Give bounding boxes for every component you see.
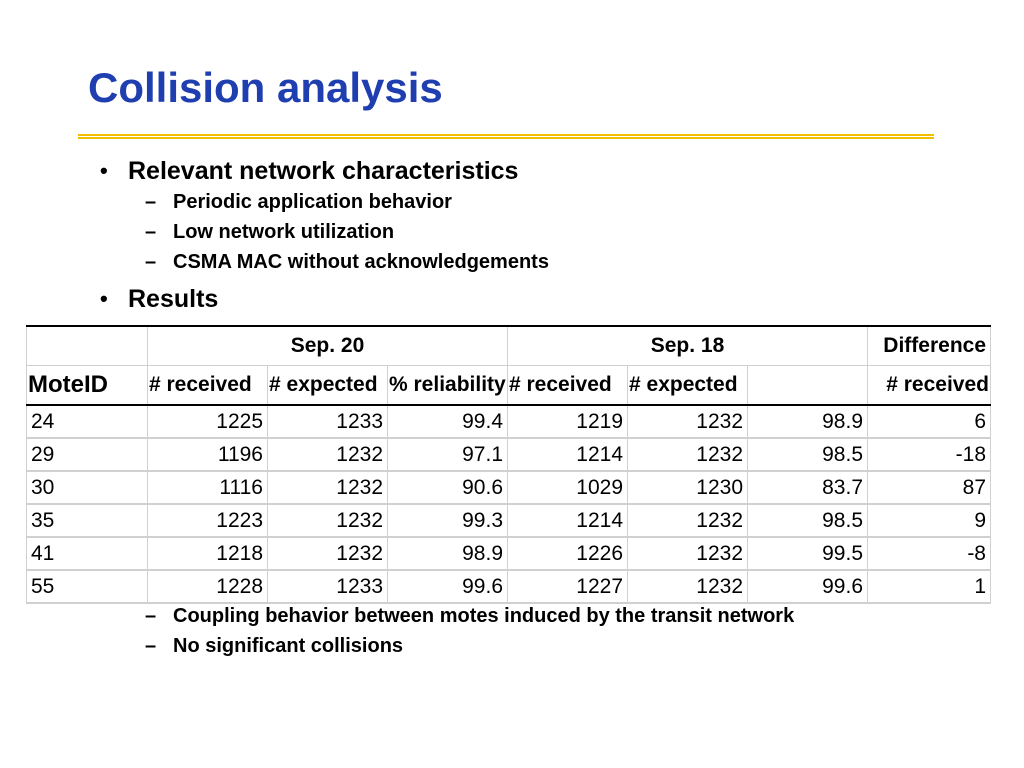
table-cell: 1232: [268, 537, 388, 570]
table-cell: 1225: [148, 405, 268, 438]
table-cell: 99.6: [748, 570, 868, 603]
dash-marker: –: [145, 635, 157, 657]
table-cell: 99.4: [388, 405, 508, 438]
column-header: # expected: [268, 366, 388, 406]
table-cell: 6: [868, 405, 991, 438]
dash-marker: –: [145, 221, 157, 243]
group-header-difference: Difference: [868, 326, 991, 366]
column-header: % reliability: [388, 366, 508, 406]
subbullet-label: Periodic application behavior: [173, 191, 452, 213]
table-cell: 1232: [628, 438, 748, 471]
table-row: [27, 537, 991, 570]
dash-marker: –: [145, 605, 157, 627]
table-row: [27, 570, 991, 603]
table-cell: 98.9: [388, 537, 508, 570]
table-cell: 1232: [628, 504, 748, 537]
table-row: [27, 405, 991, 438]
column-header: # received: [868, 366, 991, 406]
table-cell: 98.9: [748, 405, 868, 438]
table-cell: 1232: [628, 405, 748, 438]
table-cell: 1232: [268, 504, 388, 537]
table-cell: 99.3: [388, 504, 508, 537]
table-cell: 1232: [268, 438, 388, 471]
subbullet-csma: [100, 247, 1000, 277]
table-row: [27, 471, 991, 504]
table-cell: -18: [868, 438, 991, 471]
table-cell: 1226: [508, 537, 628, 570]
bullet-dot: •: [100, 286, 108, 311]
table-cell: 1196: [148, 438, 268, 471]
bullet-label: Results: [128, 285, 219, 313]
table-column-header-row: [27, 366, 991, 406]
table-group-header-row: [27, 326, 991, 366]
table-cell: 1214: [508, 504, 628, 537]
table-cell: 1: [868, 570, 991, 603]
title-underline: [78, 134, 934, 139]
conclusion-list: [100, 601, 1000, 661]
cell-moteid: 29: [27, 438, 148, 471]
dash-marker: –: [145, 191, 157, 213]
table-cell: 1219: [508, 405, 628, 438]
cell-moteid: 41: [27, 537, 148, 570]
table-cell: 90.6: [388, 471, 508, 504]
table-cell: 87: [868, 471, 991, 504]
column-header: # received: [508, 366, 628, 406]
table-cell: 1233: [268, 570, 388, 603]
table-cell: 98.5: [748, 504, 868, 537]
table-cell: 1232: [628, 537, 748, 570]
table-cell: 97.1: [388, 438, 508, 471]
bullet-results: [100, 283, 1000, 315]
column-header: [748, 366, 868, 406]
table-row: [27, 504, 991, 537]
table-cell: 1223: [148, 504, 268, 537]
table-cell: 1228: [148, 570, 268, 603]
dash-marker: –: [145, 251, 157, 273]
table-cell: 1218: [148, 537, 268, 570]
cell-moteid: 35: [27, 504, 148, 537]
subbullet-no-collisions: [100, 631, 1000, 661]
slide-title: Collision analysis: [88, 64, 443, 111]
cell-moteid: 55: [27, 570, 148, 603]
table-cell: 83.7: [748, 471, 868, 504]
table-row: [27, 438, 991, 471]
column-header: # expected: [628, 366, 748, 406]
subbullet-label: No significant collisions: [173, 635, 404, 657]
table-cell: 1233: [268, 405, 388, 438]
table-cell: 1214: [508, 438, 628, 471]
subbullet-coupling: [100, 601, 1000, 631]
table-cell: 1227: [508, 570, 628, 603]
table-cell: 98.5: [748, 438, 868, 471]
table-cell: 1230: [628, 471, 748, 504]
subbullet-utilization: [100, 217, 1000, 247]
subbullet-label: Coupling behavior between motes induced by the transit network: [173, 605, 795, 627]
column-header: # received: [148, 366, 268, 406]
results-table: [26, 325, 991, 604]
subbullet-label: CSMA MAC without acknowledgements: [173, 251, 549, 273]
bullet-dot: •: [100, 158, 108, 183]
subbullet-label: Low network utilization: [173, 221, 395, 243]
bullet-network-characteristics: [100, 155, 1000, 187]
table-cell: 99.5: [748, 537, 868, 570]
cell-moteid: 24: [27, 405, 148, 438]
header-cell-empty: [27, 326, 148, 366]
subbullet-periodic: [100, 187, 1000, 217]
table-cell: 1232: [268, 471, 388, 504]
table-cell: -8: [868, 537, 991, 570]
table-cell: 1029: [508, 471, 628, 504]
bullet-label: Relevant network characteristics: [128, 157, 519, 185]
table-cell: 1232: [628, 570, 748, 603]
bullet-list: [100, 155, 1000, 315]
group-header-sep20: Sep. 20: [148, 326, 508, 366]
table-cell: 9: [868, 504, 991, 537]
column-header: MoteID: [27, 366, 148, 406]
cell-moteid: 30: [27, 471, 148, 504]
table-cell: 1116: [148, 471, 268, 504]
table-cell: 99.6: [388, 570, 508, 603]
group-header-sep18: Sep. 18: [508, 326, 868, 366]
